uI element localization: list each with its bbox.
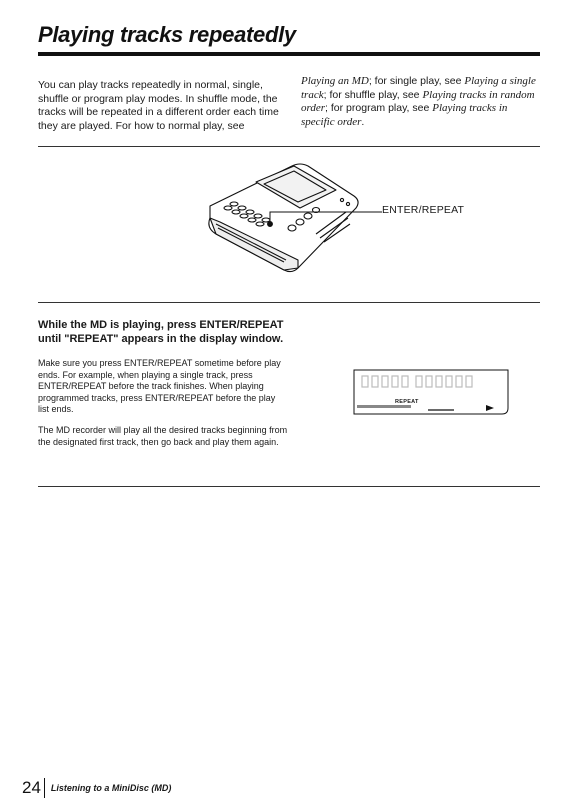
footer-divider [44,778,45,798]
step-note: The MD recorder will play all the desired tracks beginning from the designated first track, then go back and play them again. [38,425,288,447]
page-title: Playing tracks repeatedly [38,22,296,47]
section-rule-3 [38,486,540,487]
step-heading: While the MD is playing, press ENTER/REPEAT until "REPEAT" appears in the display window. [38,319,284,345]
title-rule [38,52,540,56]
intro-right-text-1: ; for single play, see [368,75,465,87]
intro-right-paragraph [301,75,541,129]
md-recorder-illustration [196,160,386,285]
page-footer [22,778,171,798]
intro-right-text-4: . [361,115,365,128]
repeat-indicator: REPEAT [395,399,419,405]
intro-left-paragraph: You can play tracks repeatedly in normal, single, shuffle or program play modes. In shuffle mode, the tracks will be repeated in a different order each time they are played. For how to normal play, see [38,79,279,132]
intro-right-text-2: ; for shuffle play, see [323,88,423,101]
ref-specific-order: Playing tracks in specific order [301,102,508,128]
step-body: Make sure you press ENTER/REPEAT sometime before play ends. For example, when playing a single track, press ENTER/REPEAT before the track finishes. When playing programmed tracks, press ENTER/REPEAT before the play list ends. [38,358,281,415]
display-window-illustration [352,368,516,418]
section-rule-1 [38,146,540,147]
ref-random-order: Playing tracks in random order [301,88,535,114]
page-number: 24 [22,778,41,797]
section-name: Listening to a MiniDisc (MD) [50,783,172,793]
ref-playing-single-track: Playing a single track [301,75,536,101]
ref-playing-an-md: Playing an MD [301,75,369,87]
section-rule-2 [38,302,540,303]
enter-repeat-callout: ENTER/REPEAT [382,204,465,216]
intro-right-text-3: ; for program play, see [325,102,433,114]
